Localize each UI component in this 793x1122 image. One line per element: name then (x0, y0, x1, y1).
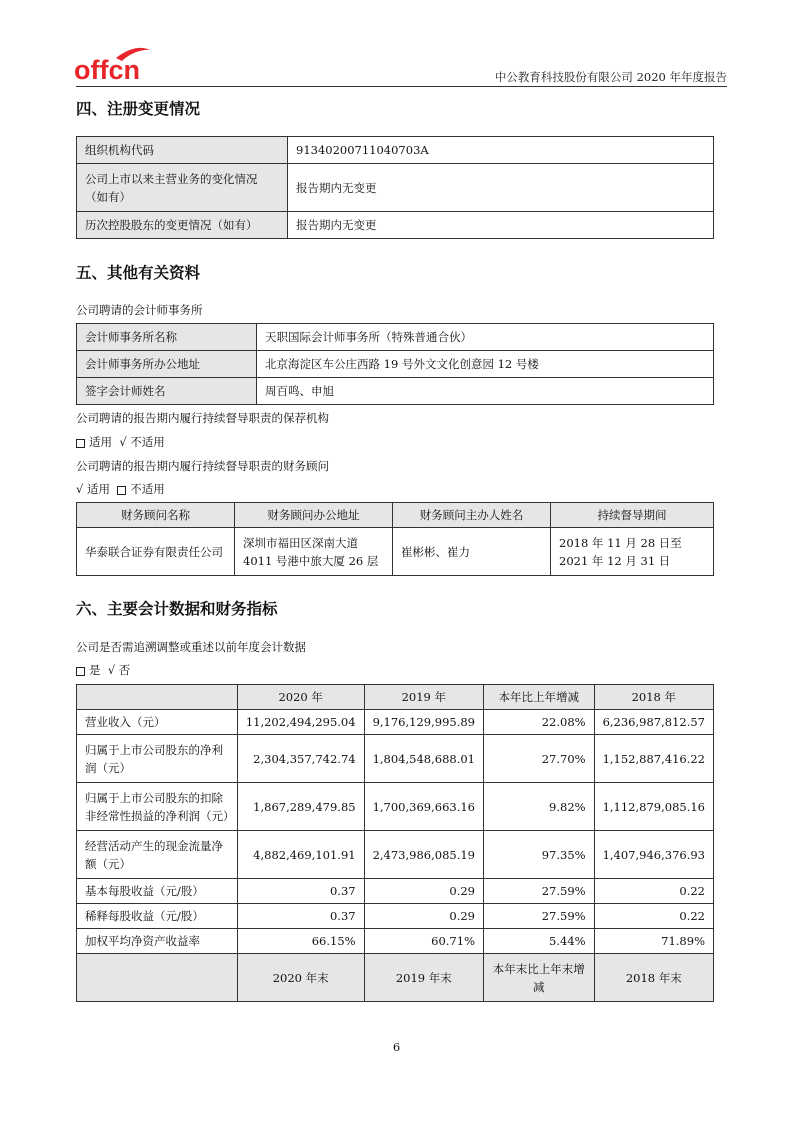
section-6-heading: 六、主要会计数据和财务指标 (76, 600, 278, 618)
header-divider (76, 86, 727, 87)
table-cell: 4,882,469,101.91 (237, 831, 364, 879)
table-cell: 1,867,289,479.85 (237, 783, 364, 831)
column-header: 财务顾问主办人姓名 (393, 503, 551, 528)
row-value: 报告期内无变更 (288, 164, 714, 212)
column-header: 2019 年末 (364, 954, 483, 1002)
check-mark-icon: √ (107, 663, 116, 677)
accounting-firm-intro: 公司聘请的会计师事务所 (76, 303, 203, 317)
table-row (77, 324, 714, 351)
table-row (77, 735, 714, 783)
column-header: 财务顾问办公地址 (235, 503, 393, 528)
table-header-row (77, 503, 714, 528)
option-label: 不适用 (130, 482, 165, 496)
report-title: 中公教育科技股份有限公司 2020 年年度报告 (494, 70, 727, 84)
checkbox-empty (117, 486, 126, 495)
logo-text: offcn (74, 55, 140, 84)
table-row (77, 904, 714, 929)
table-header-row (77, 954, 714, 1002)
page-number: 6 (392, 1040, 401, 1054)
row-value: 天职国际会计师事务所（特殊普通合伙） (257, 324, 714, 351)
table-cell: 1,700,369,663.16 (364, 783, 483, 831)
option-label: 是 (89, 663, 101, 677)
table-cell: 66.15% (237, 929, 364, 954)
table-cell: 9.82% (484, 783, 595, 831)
sponsor-text: 公司聘请的报告期内履行持续督导职责的保荐机构 (76, 411, 329, 425)
row-label: 归属于上市公司股东的扣除非经常性损益的净利润（元） (77, 783, 238, 831)
table-row (77, 528, 714, 576)
row-label: 组织机构代码 (77, 137, 288, 164)
table-cell: 2,473,986,085.19 (364, 831, 483, 879)
table-row (77, 879, 714, 904)
row-value: 周百鸣、申旭 (257, 378, 714, 405)
row-label: 经营活动产生的现金流量净额（元） (77, 831, 238, 879)
column-header: 2019 年 (364, 685, 483, 710)
table-cell: 华泰联合证券有限责任公司 (77, 528, 235, 576)
table-cell: 27.59% (484, 879, 595, 904)
table-cell: 0.22 (594, 879, 713, 904)
section-5-heading: 五、其他有关资料 (76, 264, 201, 282)
financial-advisor-table (76, 502, 714, 576)
table-cell: 11,202,494,295.04 (237, 710, 364, 735)
advisor-text: 公司聘请的报告期内履行持续督导职责的财务顾问 (76, 459, 329, 473)
check-mark-icon: √ (76, 482, 84, 496)
section-4-heading: 四、注册变更情况 (76, 100, 201, 118)
row-label: 归属于上市公司股东的净利润（元） (77, 735, 238, 783)
restatement-options (76, 662, 130, 678)
column-header: 2018 年末 (594, 954, 713, 1002)
option-label: 否 (118, 663, 131, 677)
row-label: 会计师事务所名称 (77, 324, 257, 351)
option-label: 适用 (89, 435, 112, 449)
key-financial-data-table (76, 684, 714, 1002)
check-mark-icon: √ (119, 435, 127, 449)
table-header-row (77, 685, 714, 710)
table-cell: 27.59% (484, 904, 595, 929)
column-header: 本年比上年增减 (484, 685, 595, 710)
table-cell: 2018 年 11 月 28 日至 2021 年 12 月 31 日 (551, 528, 714, 576)
table-cell: 27.70% (484, 735, 595, 783)
row-label: 稀释每股收益（元/股） (77, 904, 238, 929)
sponsor-options (76, 434, 165, 450)
table-row (77, 137, 714, 164)
option-label: 不适用 (130, 435, 165, 449)
column-header: 2018 年 (594, 685, 713, 710)
table-cell: 97.35% (484, 831, 595, 879)
row-label: 加权平均净资产收益率 (77, 929, 238, 954)
column-header (77, 954, 238, 1002)
advisor-options (76, 481, 165, 497)
column-header: 财务顾问名称 (77, 503, 235, 528)
column-header: 2020 年 (237, 685, 364, 710)
column-header: 2020 年末 (237, 954, 364, 1002)
table-row (77, 164, 714, 212)
row-value: 91340200711040703A (288, 137, 714, 164)
table-row (77, 351, 714, 378)
table-cell: 0.37 (237, 904, 364, 929)
accounting-firm-table (76, 323, 714, 405)
table-row (77, 783, 714, 831)
table-cell: 5.44% (484, 929, 595, 954)
checkbox-empty (76, 667, 85, 676)
table-row (77, 378, 714, 405)
row-value: 北京海淀区车公庄西路 19 号外文文化创意园 12 号楼 (257, 351, 714, 378)
checkbox-empty (76, 439, 85, 448)
row-label: 会计师事务所办公地址 (77, 351, 257, 378)
table-row (77, 710, 714, 735)
table-cell: 崔彬彬、崔力 (393, 528, 551, 576)
table-cell: 1,407,946,376.93 (594, 831, 713, 879)
column-header: 本年末比上年末增减 (484, 954, 595, 1002)
table-cell: 1,152,887,416.22 (594, 735, 713, 783)
table-cell: 0.29 (364, 904, 483, 929)
table-cell: 0.22 (594, 904, 713, 929)
row-label: 基本每股收益（元/股） (77, 879, 238, 904)
option-label: 适用 (86, 482, 110, 496)
table-cell: 71.89% (594, 929, 713, 954)
registration-change-table (76, 136, 714, 239)
table-row (77, 212, 714, 239)
table-row (77, 831, 714, 879)
offcn-logo (72, 44, 152, 84)
row-label: 公司上市以来主营业务的变化情况（如有） (77, 164, 288, 212)
row-label: 营业收入（元） (77, 710, 238, 735)
table-cell: 60.71% (364, 929, 483, 954)
table-cell: 1,112,879,085.16 (594, 783, 713, 831)
table-cell: 0.29 (364, 879, 483, 904)
column-header: 持续督导期间 (551, 503, 714, 528)
table-cell: 1,804,548,688.01 (364, 735, 483, 783)
table-cell: 2,304,357,742.74 (237, 735, 364, 783)
table-cell: 6,236,987,812.57 (594, 710, 713, 735)
row-label: 签字会计师姓名 (77, 378, 257, 405)
table-cell: 9,176,129,995.89 (364, 710, 483, 735)
table-cell: 0.37 (237, 879, 364, 904)
restatement-question: 公司是否需追溯调整或重述以前年度会计数据 (76, 640, 306, 654)
row-label: 历次控股股东的变更情况（如有） (77, 212, 288, 239)
table-row (77, 929, 714, 954)
table-cell: 深圳市福田区深南大道 4011 号港中旅大厦 26 层 (235, 528, 393, 576)
row-value: 报告期内无变更 (288, 212, 714, 239)
table-cell: 22.08% (484, 710, 595, 735)
column-header (77, 685, 238, 710)
